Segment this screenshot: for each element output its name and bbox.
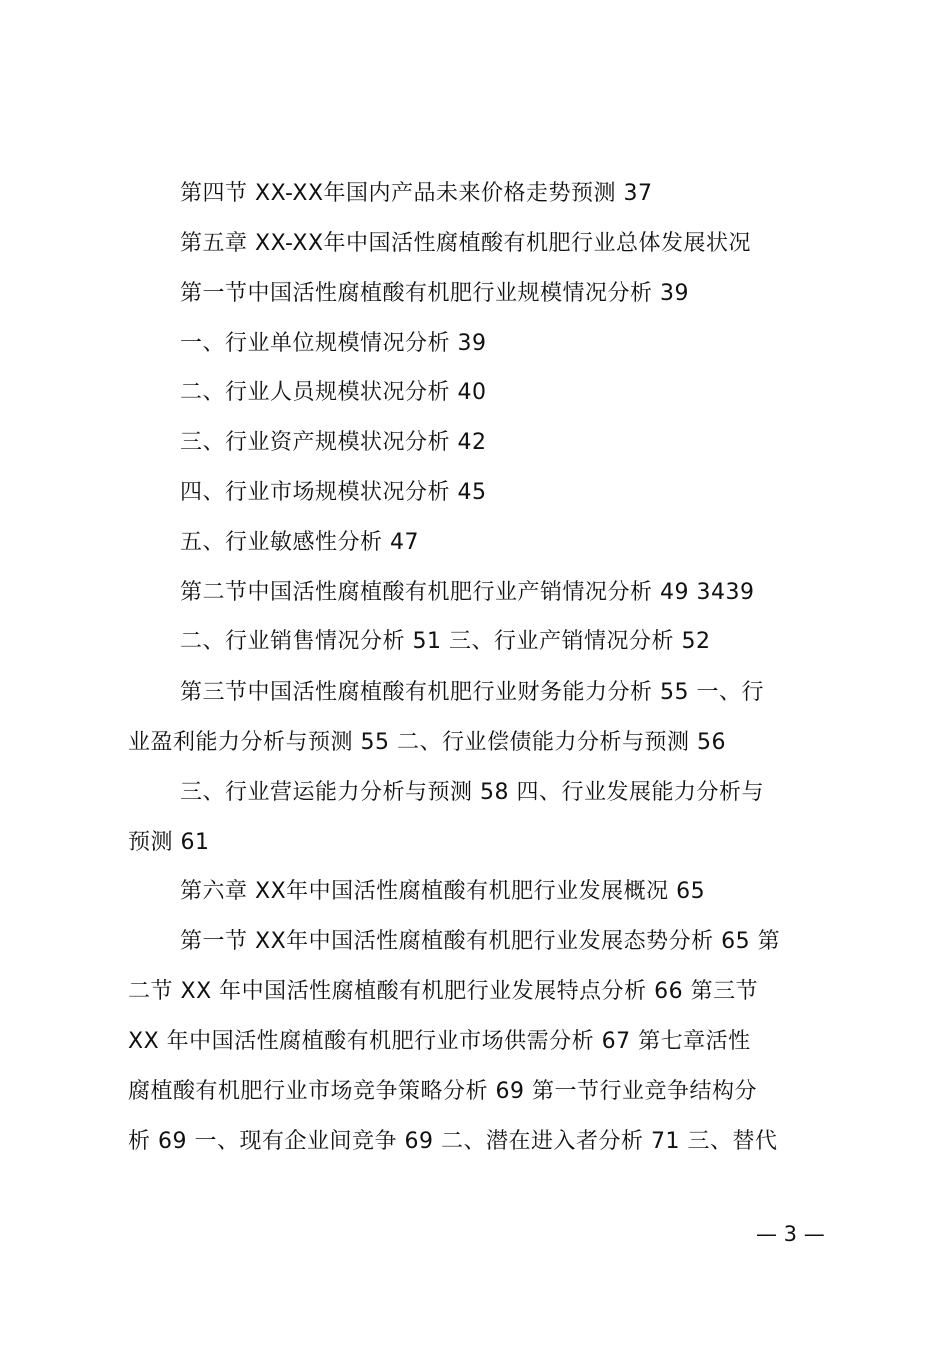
toc-line: 三、行业资产规模状况分析 42 (180, 430, 487, 455)
toc-line: 五、行业敏感性分析 47 (180, 530, 419, 555)
toc-line: 二节 XX 年中国活性腐植酸有机肥行业发展特点分析 66 第三节 (128, 979, 759, 1004)
toc-line: 第三节中国活性腐植酸有机肥行业财务能力分析 55 一、行 (180, 680, 764, 705)
toc-line: 第四节 XX-XX年国内产品未来价格走势预测 37 (180, 181, 653, 206)
toc-line: 二、行业销售情况分析 51 三、行业产销情况分析 52 (180, 629, 711, 654)
toc-line: 第六章 XX年中国活性腐植酸有机肥行业发展概况 65 (180, 879, 706, 904)
toc-line: 二、行业人员规模状况分析 40 (180, 380, 487, 405)
toc-line: 一、行业单位规模情况分析 39 (180, 331, 487, 356)
toc-line: 三、行业营运能力分析与预测 58 四、行业发展能力分析与 (180, 780, 764, 805)
toc-line: 第一节 XX年中国活性腐植酸有机肥行业发展态势分析 65 第 (180, 929, 781, 954)
toc-line: XX 年中国活性腐植酸有机肥行业市场供需分析 67 第七章活性 (128, 1029, 751, 1054)
toc-line: 业盈利能力分析与预测 55 二、行业偿债能力分析与预测 56 (128, 730, 726, 755)
toc-line: 四、行业市场规模状况分析 45 (180, 480, 487, 505)
page-number: — 3 — (756, 1222, 825, 1246)
toc-line: 析 69 一、现有企业间竞争 69 二、潜在进入者分析 71 三、替代 (128, 1129, 778, 1154)
toc-line: 腐植酸有机肥行业市场竞争策略分析 69 第一节行业竞争结构分 (128, 1079, 757, 1104)
toc-line: 预测 61 (128, 830, 210, 855)
toc-line: 第二节中国活性腐植酸有机肥行业产销情况分析 49 3439 (180, 580, 755, 605)
toc-line: 第五章 XX-XX年中国活性腐植酸有机肥行业总体发展状况 (180, 231, 752, 256)
toc-line: 第一节中国活性腐植酸有机肥行业规模情况分析 39 (180, 281, 689, 306)
